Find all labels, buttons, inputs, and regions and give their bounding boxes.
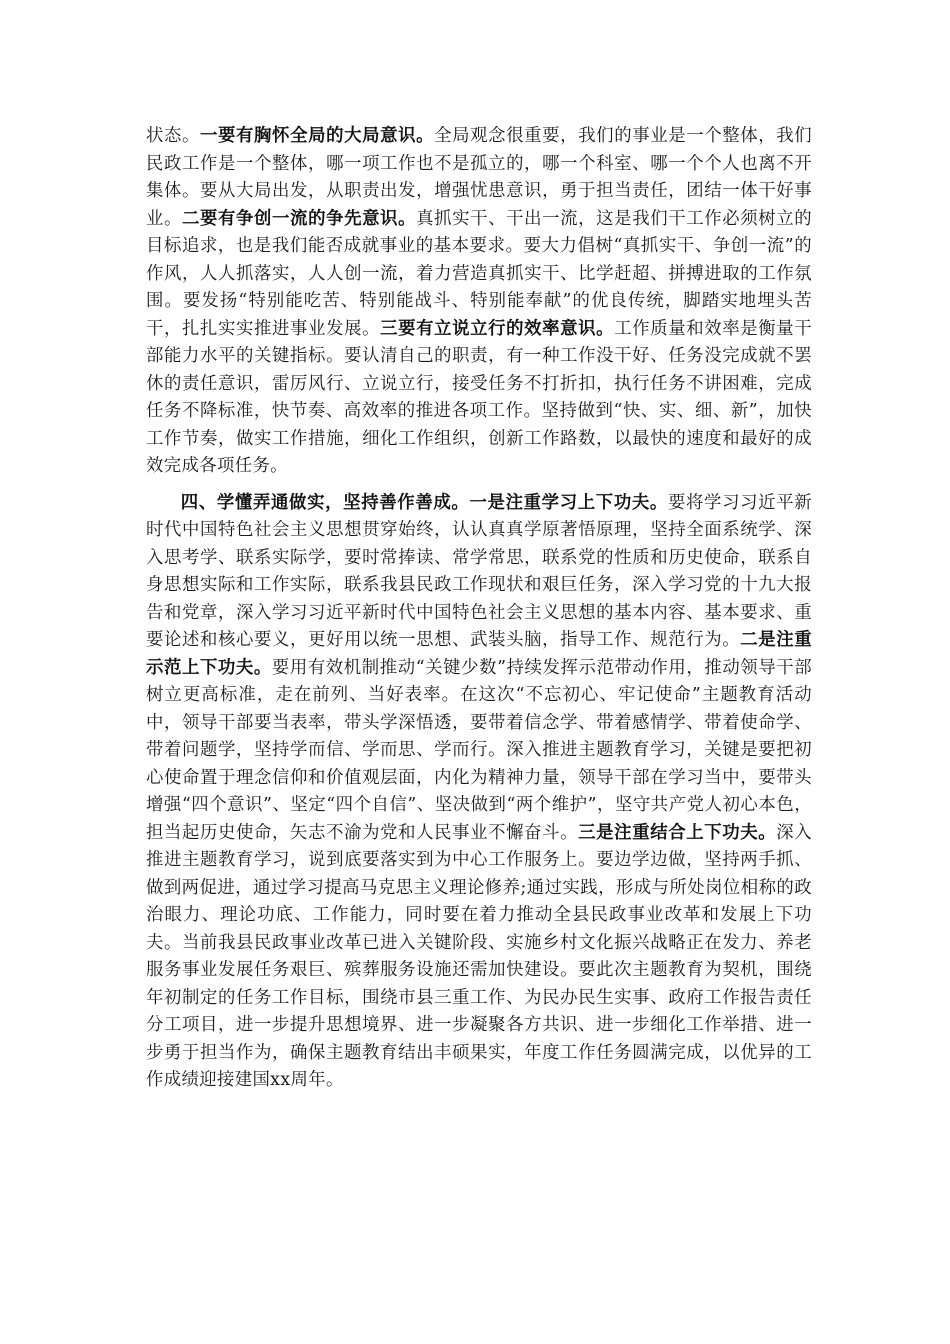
bold-heading-integration: 三是注重结合上下功夫。 [578,822,777,843]
paragraph-awareness [146,123,812,481]
body-text: 状态。 [146,126,201,146]
bold-heading-efficiency-awareness: 三要有立说立行的效率意识。 [380,318,615,339]
bold-heading-demonstration: 二是注重示范上下功夫。 [146,630,812,678]
document-body [146,123,812,1095]
body-text: 工作质量和效率是衡量干部能力水平的关键指标。要认清自己的职责，有一种工作没干好、任务没完成就不罢休的责任意识，雷厉风行、立说立行，接受任务不打折扣，执行任务不讲困难，完成任务不降标准，快节奏、高效率的推进各项工作。坚持做到“快、实、细、新”，加快工作节奏，做实工作措施，细化工作组织，创新工作路数，以最快的速度和最好的成效完成各项任务。 [146,318,812,476]
body-text: 真抓实干、干出一流，这是我们干工作必须树立的目标追求，也是我们能否成就事业的基本要求。要大力倡树“真抓实干、争创一流”的作风，人人抓落实，人人创一流，着力营造真抓实干、比学赶超、拼搏进取的工作氛围。要发扬“特别能吃苦、特别能战斗、特别能奉献”的优良传统，脚踏实地埋头苦干，扎扎实实推进事业发展。 [146,208,812,339]
body-text: 深入推进主题教育学习，说到底要落实到为中心工作服务上。要边学边做，坚持两手抓、做到两促进，通过学习提高马克思主义理论修养;通过实践，形成与所处岗位相称的政治眼力、理论功底、工作能力，同时要在着力推动全县民政事业改革和发展上下功夫。当前我县民政事业改革已进入关键阶段、实施乡村文化振兴战略正在发力、养老服务事业发展任务艰巨、殡葬服务设施还需加快建设。要此次主题教育为契机，围绕年初制定的任务工作目标，围绕市县三重工作、为民办民生实事、政府工作报告责任分工项目，进一步提升思想境界、进一步凝聚各方共识、进一步细化工作举措、进一步勇于担当作为，确保主题教育结出丰硕果实，年度工作任务圆满完成，以优异的工作成绩迎接建国xx周年。 [146,822,812,1090]
body-text: 全局观念很重要，我们的事业是一个整体，我们民政工作是一个整体，哪一项工作也不是孤立的，哪一个科室、哪一个个人也离不开集体。要从大局出发，从职责出发，增强忧患意识，勇于担当责任，团结一体干好事业。 [146,126,812,229]
paragraph-section-four [146,490,812,1095]
body-text: 要用有效机制推动“关键少数”持续发挥示范带动作用，推动领导干部树立更高标准，走在前列、当好表率。在这次“不忘初心、牢记使命”主题教育活动中，领导干部要当表率，带头学深悟透，要带着信念学、带着感情学、带着使命学、带着问题学，坚持学而信、学而思、学而行。深入推进主题教育学习，关键是要把初心使命置于理念信仰和价值观层面，内化为精神力量，领导干部在学习当中，要带头增强“四个意识”、坚定“四个自信”、坚决做到“两个维护”，坚守共产党人初心本色，担当起历史使命，矢志不渝为党和人民事业不懈奋斗。 [146,657,812,843]
body-text: 要将学习习近平新时代中国特色社会主义思想贯穿始终，认认真真学原著悟原理，坚持全面系统学、深入思考学、联系实际学，要时常捧读、常学常思，联系党的性质和历史使命，联系自身思想实际和工作实际，联系我县民政工作现状和艰巨任务，深入学习党的十九大报告和党章，深入学习习近平新时代中国特色社会主义思想的基本内容、基本要求、重要论述和核心要义，更好用以统一思想、武装头脑，指导工作、规范行为。 [146,492,812,650]
bold-heading-excellence-awareness: 二要有争创一流的争先意识。 [182,208,417,229]
bold-heading-overall-awareness: 一要有胸怀全局的大局意识。 [200,126,435,146]
section-heading-four: 四、学懂弄通做实，坚持善作善成。一是注重学习上下功夫。 [180,492,668,513]
